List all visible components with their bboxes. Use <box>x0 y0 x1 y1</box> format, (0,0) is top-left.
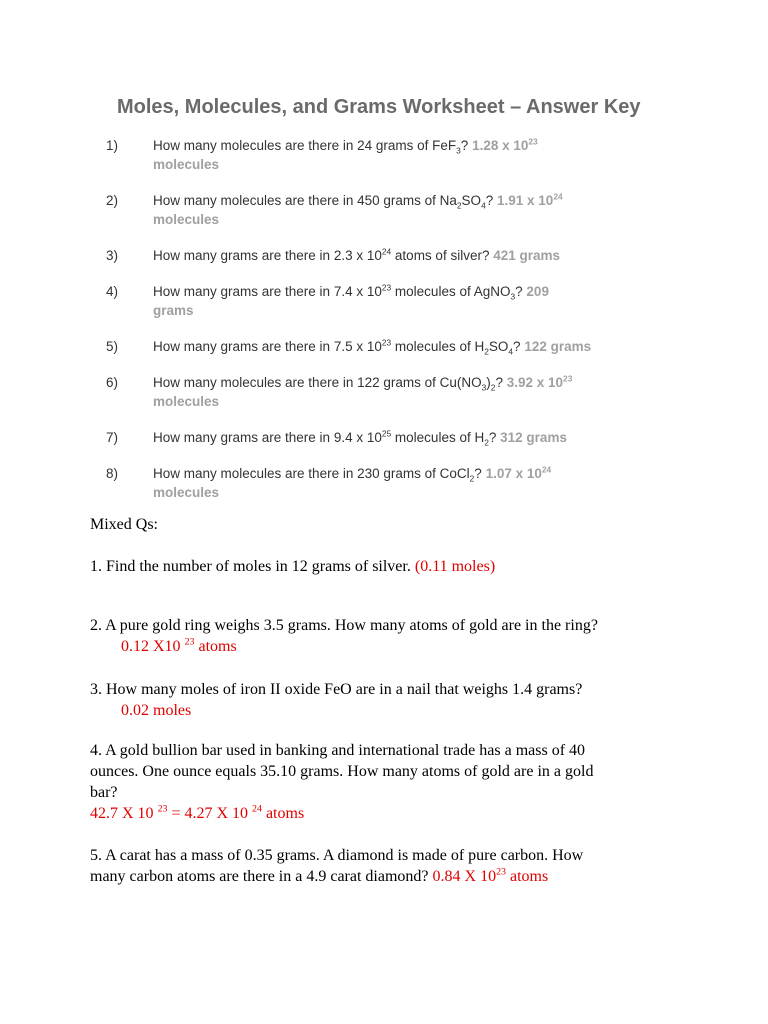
subscript: 2 <box>456 200 462 211</box>
answer-line2: molecules <box>153 157 220 172</box>
subscript: 3 <box>456 145 461 156</box>
superscript: 23 <box>381 337 392 348</box>
question-text: 1. Find the number of moles in 12 grams of silver. <box>90 558 415 575</box>
question-text-cont: molecules of H <box>391 430 485 445</box>
question-number: 5) <box>106 339 119 354</box>
question-tail: ? <box>515 284 523 299</box>
question-line: many carbon atoms are there in a 4.9 carat diamond? 0.84 X $10^{23}$ atoms <box>90 866 549 885</box>
answer: 1.07 x $10^{24}$ <box>485 464 552 481</box>
question-number: 2) <box>106 193 119 208</box>
question-text: How many grams are there in 7.4 x 10 <box>153 284 382 299</box>
question-tail: ? <box>488 430 497 445</box>
question-line: 5. A carat has a mass of 0.35 grams. A diamond is made of pure carbon. How <box>90 847 584 864</box>
question-number: 4) <box>106 284 119 299</box>
question-text: How many grams are there in 2.3 x 10 <box>153 248 382 263</box>
mixed-question-3 <box>90 679 582 721</box>
question-tail: ? <box>474 466 482 481</box>
mixed-question-4 <box>90 740 593 824</box>
answer: 1.91 x $10^{24}$ <box>497 191 563 208</box>
mixed-question-1 <box>90 556 495 577</box>
question-tail: ? <box>513 339 521 354</box>
answer: 0.02 moles <box>121 702 192 719</box>
formula-part: ) <box>486 375 491 390</box>
answer: 122 grams <box>524 339 592 354</box>
answer: (0.11 moles) <box>414 558 496 575</box>
question-line: ounces. One ounce equals 35.10 grams. How many atoms of gold are in a gold <box>90 763 594 780</box>
subscript: 3 <box>510 291 516 302</box>
answer-line2: molecules <box>153 485 220 500</box>
answer: 0.84 X $10^{23}$ atoms <box>432 866 549 885</box>
question-number: 3) <box>106 248 119 263</box>
question-number: 7) <box>106 430 119 445</box>
subscript: 2 <box>469 473 475 484</box>
answer: 312 grams <box>500 430 567 445</box>
question-text: How many molecules are there in 450 grams of Na <box>153 193 457 208</box>
answer-line2: molecules <box>153 212 220 227</box>
answer-line2: grams <box>153 303 194 318</box>
question-text: 2. A pure gold ring weighs 3.5 grams. How many atoms of gold are in the ring? <box>90 617 598 634</box>
superscript: 24 <box>381 246 392 257</box>
mixed-question-5 <box>90 845 583 887</box>
superscript: 25 <box>381 428 392 439</box>
question-text-cont: atoms of silver? <box>391 248 490 263</box>
answer: 209 <box>526 284 549 299</box>
scanned-worksheet <box>95 84 645 500</box>
answer-line2: molecules <box>153 394 220 409</box>
answer: 1.28 x $10^{23}$ <box>472 136 538 153</box>
mixed-heading: Mixed Qs: <box>90 516 158 533</box>
question-tail: ? <box>460 138 469 153</box>
question-tail: ? <box>485 193 494 208</box>
superscript: 23 <box>381 282 392 293</box>
question-text-cont: molecules of AgNO <box>391 284 511 299</box>
question-number: 1) <box>106 138 119 153</box>
question-number: 8) <box>106 466 119 481</box>
question-line: 4. A gold bullion bar used in banking and international trade has a mass of 40 <box>90 742 586 759</box>
question-text: 3. How many moles of iron II oxide FeO are in a nail that weighs 1.4 grams? <box>90 681 583 698</box>
question-line: bar? <box>90 784 118 801</box>
question-text: How many grams are there in 9.4 x 10 <box>153 430 382 445</box>
answer: 0.12 X10 $^{23}$ atoms <box>121 636 237 655</box>
subscript: 4 <box>508 346 514 357</box>
formula-part: SO <box>461 193 482 208</box>
question-number: 6) <box>106 375 119 390</box>
subscript: 4 <box>481 200 486 211</box>
subscript: 2 <box>484 346 489 357</box>
question-text: How many molecules are there in 230 grams of CoCl <box>153 466 470 481</box>
question-text-cont: molecules of H <box>391 339 485 354</box>
subscript: 3 <box>481 382 487 393</box>
subscript: 2 <box>490 382 496 393</box>
subscript: 2 <box>484 437 489 448</box>
answer: 3.92 x $10^{23}$ <box>506 373 573 390</box>
question-text: How many molecules are there in 122 grams of Cu(NO <box>153 375 482 390</box>
question-tail: ? <box>495 375 503 390</box>
answer: 42.7 X 10 $^{23}$ = 4.27 X 10 $^{24}$ atoms <box>90 803 305 822</box>
answer: 421 grams <box>493 248 561 263</box>
question-text: How many grams are there in 7.5 x 10 <box>153 339 382 354</box>
worksheet-title: Moles, Molecules, and Grams Worksheet – Answer Key <box>117 96 641 118</box>
mixed-question-2 <box>90 615 598 657</box>
formula-part: SO <box>488 339 509 354</box>
question-text: How many molecules are there in 24 grams of FeF <box>153 138 457 153</box>
